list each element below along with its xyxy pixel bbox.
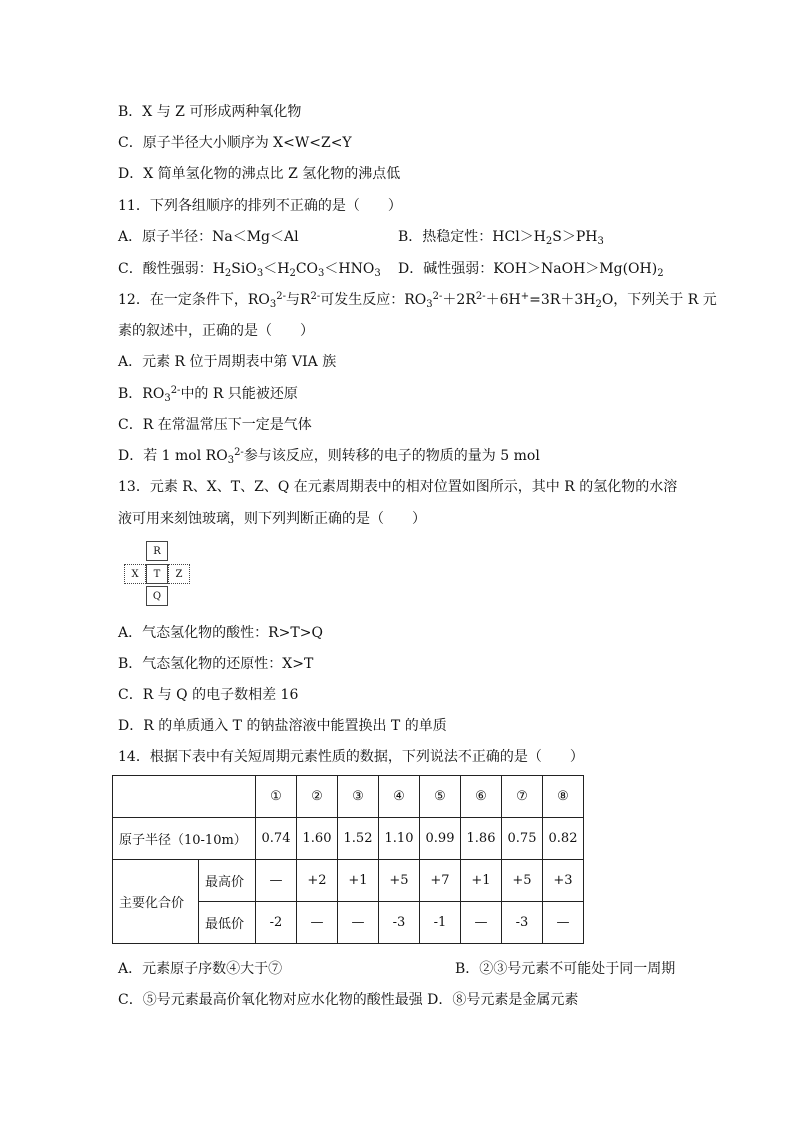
table-cell: -3 [502,902,543,944]
grid-cell-t: T [146,564,168,584]
q11-stem: 11．下列各组顺序的排列不正确的是（ ） [118,198,402,214]
table-cell: -3 [379,902,420,944]
q12-option-b: B．$RO_3^{2-}$中的 R 只能被还原 [118,385,298,404]
table-cell: 0.99 [420,818,461,860]
table-cell: +5 [379,860,420,902]
table-cell: — [256,860,297,902]
q12-stem-line2: 素的叙述中，正确的是（ ） [118,323,314,339]
highest-label: 最高价 [199,860,256,902]
q12-option-c: C．R 在常温常压下一定是气体 [118,417,312,433]
table-cell: +1 [461,860,502,902]
q14-stem: 14．根据下表中有关短周期元素性质的数据，下列说法不正确的是（ ） [118,749,584,765]
table-row-radius [113,818,584,860]
table-header-cell: ⑤ [420,776,461,818]
table-cell: +1 [338,860,379,902]
q11-option-a: A．原子半径：Na＜Mg＜Al [118,229,299,245]
q12-stem-line1: 12．在一定条件下，$RO_3^{2-}$与$R^{2-}$可发生反应：$RO_3^{2-}+2R^{2-}+6H^+=3R+3H_2O$，下列关于 R 元 [118,291,717,310]
q12-option-d: D．若 1 mol $RO_3^{2-}$参与该反应，则转移的电子的物质的量为 5 mol [118,447,540,466]
q11-option-d: D．碱性强弱：$KOH>NaOH>Mg(OH)_2$ [398,261,664,279]
q11-option-c: C．酸性强弱：$H_2SiO_3<H_2CO_3<HNO_3$ [118,261,381,279]
table-cell: +7 [420,860,461,902]
table-cell: 0.75 [502,818,543,860]
table-cell: 1.10 [379,818,420,860]
grid-cell-q: Q [146,586,168,606]
q11-option-b: B．热稳定性：$HCl>H_2S>PH_3$ [398,229,604,247]
table-corner-cell [113,776,256,818]
element-data-table [112,775,584,944]
table-cell: — [461,902,502,944]
valence-label: 主要化合价 [113,860,199,944]
q10-option-c: C．原子半径大小顺序为 X<W<Z<Y [118,135,352,151]
table-cell: — [338,902,379,944]
table-cell: +3 [543,860,584,902]
table-header-cell: ④ [379,776,420,818]
table-cell: 0.82 [543,818,584,860]
table-cell: +5 [502,860,543,902]
table-row-highest [113,860,584,902]
q10-option-d: D．X 简单氢化物的沸点比 Z 氢化物的沸点低 [118,166,401,182]
lowest-label: 最低价 [199,902,256,944]
table-cell: +2 [297,860,338,902]
table-header-cell: ② [297,776,338,818]
table-cell: -1 [420,902,461,944]
table-cell: 0.74 [256,818,297,860]
q14-option-b: B．②③号元素不可能处于同一周期 [455,961,676,977]
q13-stem-line2: 液可用来刻蚀玻璃，则下列判断正确的是（ ） [118,511,426,527]
table-header-cell: ③ [338,776,379,818]
table-header-cell: ⑦ [502,776,543,818]
q12-option-a: A．元素 R 位于周期表中第 VIA 族 [118,354,337,370]
q13-option-b: B．气态氢化物的还原性：X>T [118,656,314,672]
q13-option-d: D．R 的单质通入 T 的钠盐溶液中能置换出 T 的单质 [118,718,447,734]
table-header-cell: ⑥ [461,776,502,818]
table-header-cell: ⑧ [543,776,584,818]
q14-option-c-d: C．⑤号元素最高价氧化物对应水化物的酸性最强 D．⑧号元素是金属元素 [118,992,579,1008]
table-cell: 1.86 [461,818,502,860]
q13-stem-line1: 13．元素 R、X、T、Z、Q 在元素周期表中的相对位置如图所示，其中 R 的氢化物的水溶 [118,479,678,495]
q13-option-c: C．R 与 Q 的电子数相差 16 [118,687,299,703]
q10-option-b: B．X 与 Z 可形成两种氧化物 [118,104,302,120]
table-header-row [113,776,584,818]
table-cell: — [543,902,584,944]
table-cell: -2 [256,902,297,944]
table-cell: 1.52 [338,818,379,860]
grid-cell-r: R [146,541,168,561]
table-cell: — [297,902,338,944]
grid-cell-z: Z [168,564,190,584]
radius-label: 原子半径（10-10m） [113,818,256,860]
grid-cell-x: X [124,564,146,584]
table-cell: 1.60 [297,818,338,860]
table-header-cell: ① [256,776,297,818]
q14-option-a: A．元素原子序数④大于⑦ [118,961,283,977]
periodic-position-diagram [121,541,193,607]
q13-option-a: A．气态氢化物的酸性：R>T>Q [118,625,323,641]
